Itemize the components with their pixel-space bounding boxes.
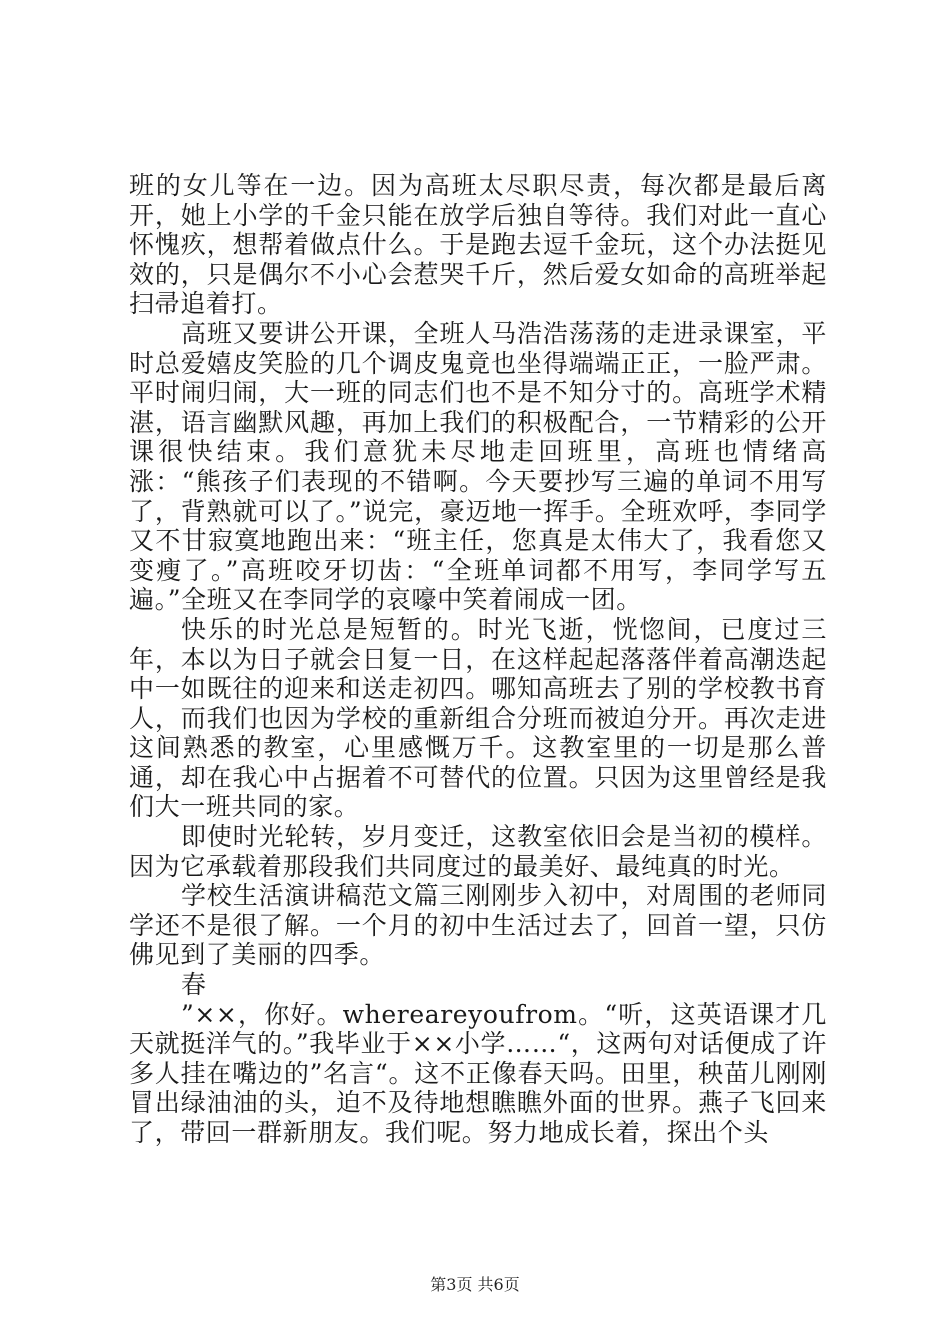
page-number-footer: 第3页 共6页 [430,1275,520,1294]
paragraph-2: 高班又要讲公开课，全班人马浩浩荡荡的走进录课室，平时总爱嬉皮笑脸的几个调皮鬼竟也坐得端端正正，一脸严肃。平时闹归闹，大一班的同志们也不是不知分寸的。高班学术精湛，语言幽默风趣，再加上我们的积极配合，一节精彩的公开课很快结束。我们意犹未尽地走回班里，高班也情绪高涨：“熊孩子们表现的不错啊。今天要抄写三遍的单词不用写了，背熟就可以了。”说完，豪迈地一挥手。全班欢呼，李同学又不甘寂寞地跑出来：“班主任，您真是太伟大了，我看您又变瘦了。”高班咬牙切齿：“全班单词都不用写，李同学写五遍。”全班又在李同学的哀嚎中笑着闹成一团。 [129,318,827,615]
body-text [129,171,827,1148]
paragraph-1: 班的女儿等在一边。因为高班太尽职尽责，每次都是最后离开，她上小学的千金只能在放学后独自等待。我们对此一直心怀愧疚，想帮着做点什么。于是跑去逗千金玩，这个办法挺见效的，只是偶尔不小心会惹哭千斤，然后爱女如命的高班举起扫帚追着打。 [129,171,827,319]
paragraph-4: 即使时光轮转，岁月变迁，这教室依旧会是当初的模样。因为它承载着那段我们共同度过的最美好、最纯真的时光。 [129,822,827,881]
section-heading-spring: 春 [181,970,207,1000]
paragraph-7: ”××，你好。whereareyoufrom。“听，这英语课才几天就挺洋气的。”我毕业于××小学……“，这两句对话便成了许多人挂在嘴边的”名言“。这不正像春天吗。田里，秧苗儿刚刚冒出绿油油的头，迫不及待地想瞧瞧外面的世界。燕子飞回来了，带回一群新朋友。我们呢。努力地成长着，探出个头 [129,999,827,1147]
paragraph-3: 快乐的时光总是短暂的。时光飞逝，恍惚间，已度过三年，本以为日子就会日复一日，在这样起起落落伴着高潮迭起中一如既往的迎来和送走初四。哪知高班去了别的学校教书育人，而我们也因为学校的重新组合分班而被迫分开。再次走进这间熟悉的教室，心里感慨万千。这教室里的一切是那么普通，却在我心中占据着不可替代的位置。只因为这里曾经是我们大一班共同的家。 [129,614,827,822]
paragraph-5: 学校生活演讲稿范文篇三刚刚步入初中，对周围的老师同学还不是很了解。一个月的初中生活过去了，回首一望，只仿佛见到了美丽的四季。 [129,881,827,970]
